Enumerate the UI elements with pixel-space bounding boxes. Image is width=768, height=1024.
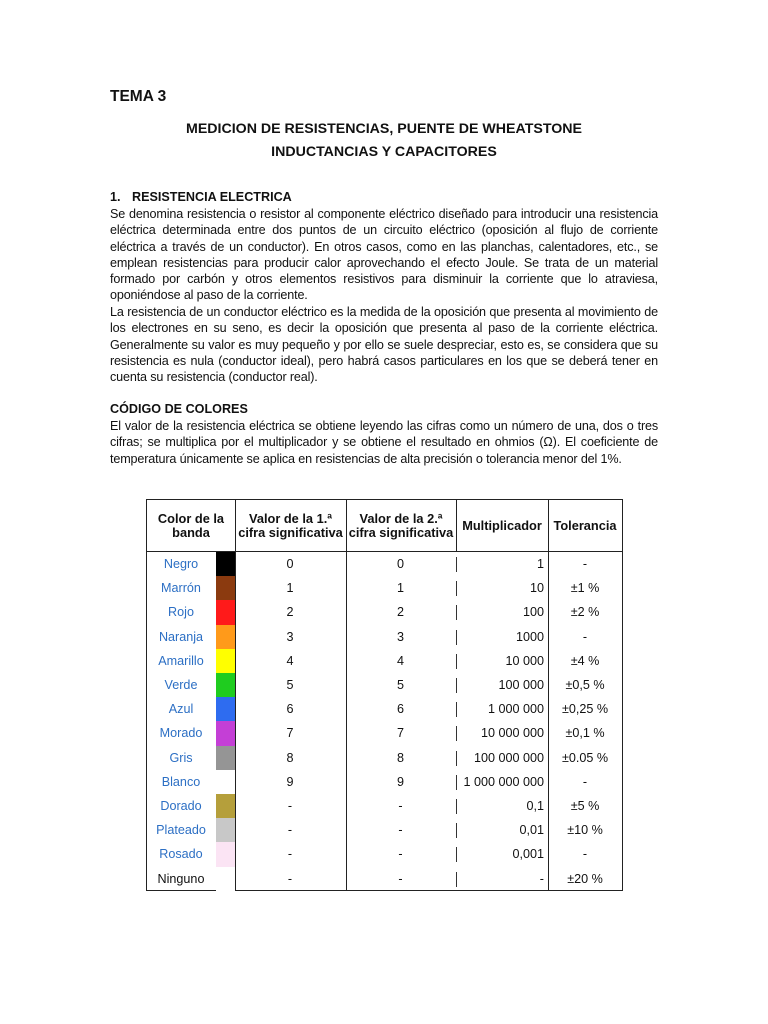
color-name: Plateado <box>156 823 206 838</box>
table-row <box>147 576 622 600</box>
digit1-value: 5 <box>286 678 294 693</box>
color-swatch <box>216 721 235 745</box>
table-row <box>147 673 622 697</box>
multiplier-value: 1 000 000 <box>487 702 544 717</box>
color-swatch <box>216 842 235 866</box>
digit2-value: 2 <box>396 605 404 620</box>
multiplier-value: 0,1 <box>526 799 544 814</box>
header-color: Color de la banda <box>147 500 235 552</box>
digit1-value: - <box>287 847 293 862</box>
color-name: Amarillo <box>158 653 204 668</box>
color-swatch <box>216 697 235 721</box>
digit1-value: 7 <box>286 726 294 741</box>
multiplier-value: 1000 <box>515 629 544 644</box>
digit2-value: 7 <box>396 726 404 741</box>
tolerance-value: - <box>582 847 588 862</box>
digit2-value: 4 <box>396 653 404 668</box>
color-name: Azul <box>168 702 194 717</box>
color-name: Ninguno <box>157 871 205 886</box>
tolerance-value: ±0,25 % <box>561 702 609 717</box>
section-heading-resistencia <box>110 190 292 204</box>
section-heading-codigo-colores: CÓDIGO DE COLORES <box>110 402 248 416</box>
multiplier-value: 100 000 <box>498 678 544 693</box>
table-row <box>147 818 622 842</box>
color-swatch <box>216 600 235 624</box>
tolerance-value: - <box>582 557 588 572</box>
resistor-color-code-table <box>146 499 623 891</box>
table-row <box>147 600 622 624</box>
digit2-value: 1 <box>396 581 404 596</box>
digit2-value: - <box>398 847 403 862</box>
digit2-value: 3 <box>396 629 404 644</box>
color-name: Naranja <box>158 629 204 644</box>
multiplier-value: 10 000 000 <box>480 726 544 741</box>
multiplier-value: 1 <box>536 557 544 572</box>
color-name: Rojo <box>168 605 194 620</box>
digit2-value: 0 <box>396 557 404 572</box>
digit2-value: 6 <box>396 702 404 717</box>
color-swatch <box>216 552 235 576</box>
multiplier-value: 1 000 000 000 <box>463 774 544 789</box>
tolerance-value: ±1 % <box>570 581 600 596</box>
tolerance-value: ±2 % <box>570 605 600 620</box>
tolerance-value: - <box>582 774 588 789</box>
digit1-value: - <box>287 871 293 886</box>
tolerance-value: ±20 % <box>567 871 603 886</box>
digit2-value: 8 <box>396 750 404 765</box>
paragraph-resistencia-2: La resistencia de un conductor eléctrico es la medida de la oposición que presenta al movimiento de los electrones en su seno, es decir la oposición que presenta al paso de la corriente eléctrica. Generalmente su valor es muy pequeño y por ello se suele despreciar, esto es, se considera que su resistencia es nula (conductor ideal), pero habrá casos particulares en los que se deberá tener en cuenta su resistencia (conductor real). <box>110 305 658 385</box>
digit2-value: - <box>398 871 403 886</box>
color-name: Rosado <box>159 847 203 862</box>
header-tolerance: Tolerancia <box>548 500 622 552</box>
digit2-value: - <box>398 799 403 814</box>
color-name: Dorado <box>160 799 202 814</box>
color-name: Morado <box>159 726 203 741</box>
header-multiplier: Multiplicador <box>456 500 548 552</box>
table-row <box>147 649 622 673</box>
section-number: 1. <box>110 190 121 204</box>
color-name: Gris <box>169 750 193 765</box>
document-title-line1: MEDICION DE RESISTENCIAS, PUENTE DE WHEATSTONE <box>186 121 582 137</box>
paragraph-resistencia-1: Se denomina resistencia o resistor al componente eléctrico diseñado para introducir una resistencia eléctrica determinada entre dos puntos de un circuito eléctrico (oposición al flujo de corriente eléctrica a través de un conductor). En otros casos, como en las planchas, calentadores, etc., se emplean resistencias para producir calor aprovechando el efecto Joule. Se trata de un material formado por carbón y otros elementos resistivos para disminuir la corriente que lo atraviesa, oponiéndose al paso de la corriente. <box>110 207 658 303</box>
digit1-value: 1 <box>286 581 294 596</box>
multiplier-value: 10 <box>529 581 544 596</box>
color-swatch <box>216 673 235 697</box>
digit1-value: 3 <box>286 629 294 644</box>
color-swatch <box>216 770 235 794</box>
table-row <box>147 746 622 770</box>
table-row <box>147 867 622 891</box>
multiplier-value: 100 000 000 <box>473 750 544 765</box>
tolerance-value: ±0.05 % <box>561 750 609 765</box>
color-name: Negro <box>163 557 199 572</box>
header-digit2: Valor de la 2.ª cifra significativa <box>346 500 456 552</box>
digit1-value: 8 <box>286 750 294 765</box>
multiplier-value: 10 000 <box>505 653 544 668</box>
color-name: Blanco <box>161 774 201 789</box>
color-swatch <box>216 746 235 770</box>
digit1-value: - <box>287 799 293 814</box>
digit1-value: 4 <box>286 653 294 668</box>
tolerance-value: ±4 % <box>570 653 600 668</box>
color-name: Verde <box>164 678 198 693</box>
digit1-value: 9 <box>286 774 294 789</box>
table-row <box>147 625 622 649</box>
column-divider <box>456 500 457 552</box>
digit2-value: 9 <box>396 774 404 789</box>
multiplier-value: 0,01 <box>519 823 544 838</box>
header-digit1: Valor de la 1.ª cifra significativa <box>235 500 346 552</box>
digit1-value: 6 <box>286 702 294 717</box>
multiplier-value: - <box>539 871 544 886</box>
table-row <box>147 794 622 818</box>
multiplier-value: 0,001 <box>512 847 544 862</box>
digit1-value: 0 <box>286 557 294 572</box>
color-swatch <box>216 625 235 649</box>
document-title-line2: INDUCTANCIAS Y CAPACITORES <box>271 144 497 160</box>
digit1-value: - <box>287 823 293 838</box>
multiplier-value: 100 <box>522 605 544 620</box>
tolerance-value: ±0,5 % <box>565 678 605 693</box>
table-row <box>147 552 622 576</box>
color-swatch <box>216 867 235 891</box>
tolerance-value: ±10 % <box>567 823 603 838</box>
table-row <box>147 842 622 866</box>
color-swatch <box>216 794 235 818</box>
table-row <box>147 721 622 745</box>
color-swatch <box>216 649 235 673</box>
digit2-value: 5 <box>396 678 404 693</box>
color-name: Marrón <box>161 581 201 596</box>
tolerance-value: ±0,1 % <box>565 726 605 741</box>
color-swatch <box>216 818 235 842</box>
tolerance-value: - <box>582 629 588 644</box>
paragraph-codigo-colores: El valor de la resistencia eléctrica se obtiene leyendo las cifras como un número de una, dos o tres cifras; se multiplica por el multiplicador y se obtiene el resultado en ohmios (Ω). El coeficiente de temperatura únicamente se aplica en resistencias de alta precisión o tolerancia menor del 1%. <box>110 419 658 466</box>
section-title: RESISTENCIA ELECTRICA <box>132 190 292 204</box>
table-row <box>147 697 622 721</box>
table-row <box>147 770 622 794</box>
digit2-value: - <box>398 823 403 838</box>
digit1-value: 2 <box>286 605 294 620</box>
color-swatch <box>216 576 235 600</box>
topic-label: TEMA 3 <box>110 88 167 105</box>
tolerance-value: ±5 % <box>570 799 600 814</box>
